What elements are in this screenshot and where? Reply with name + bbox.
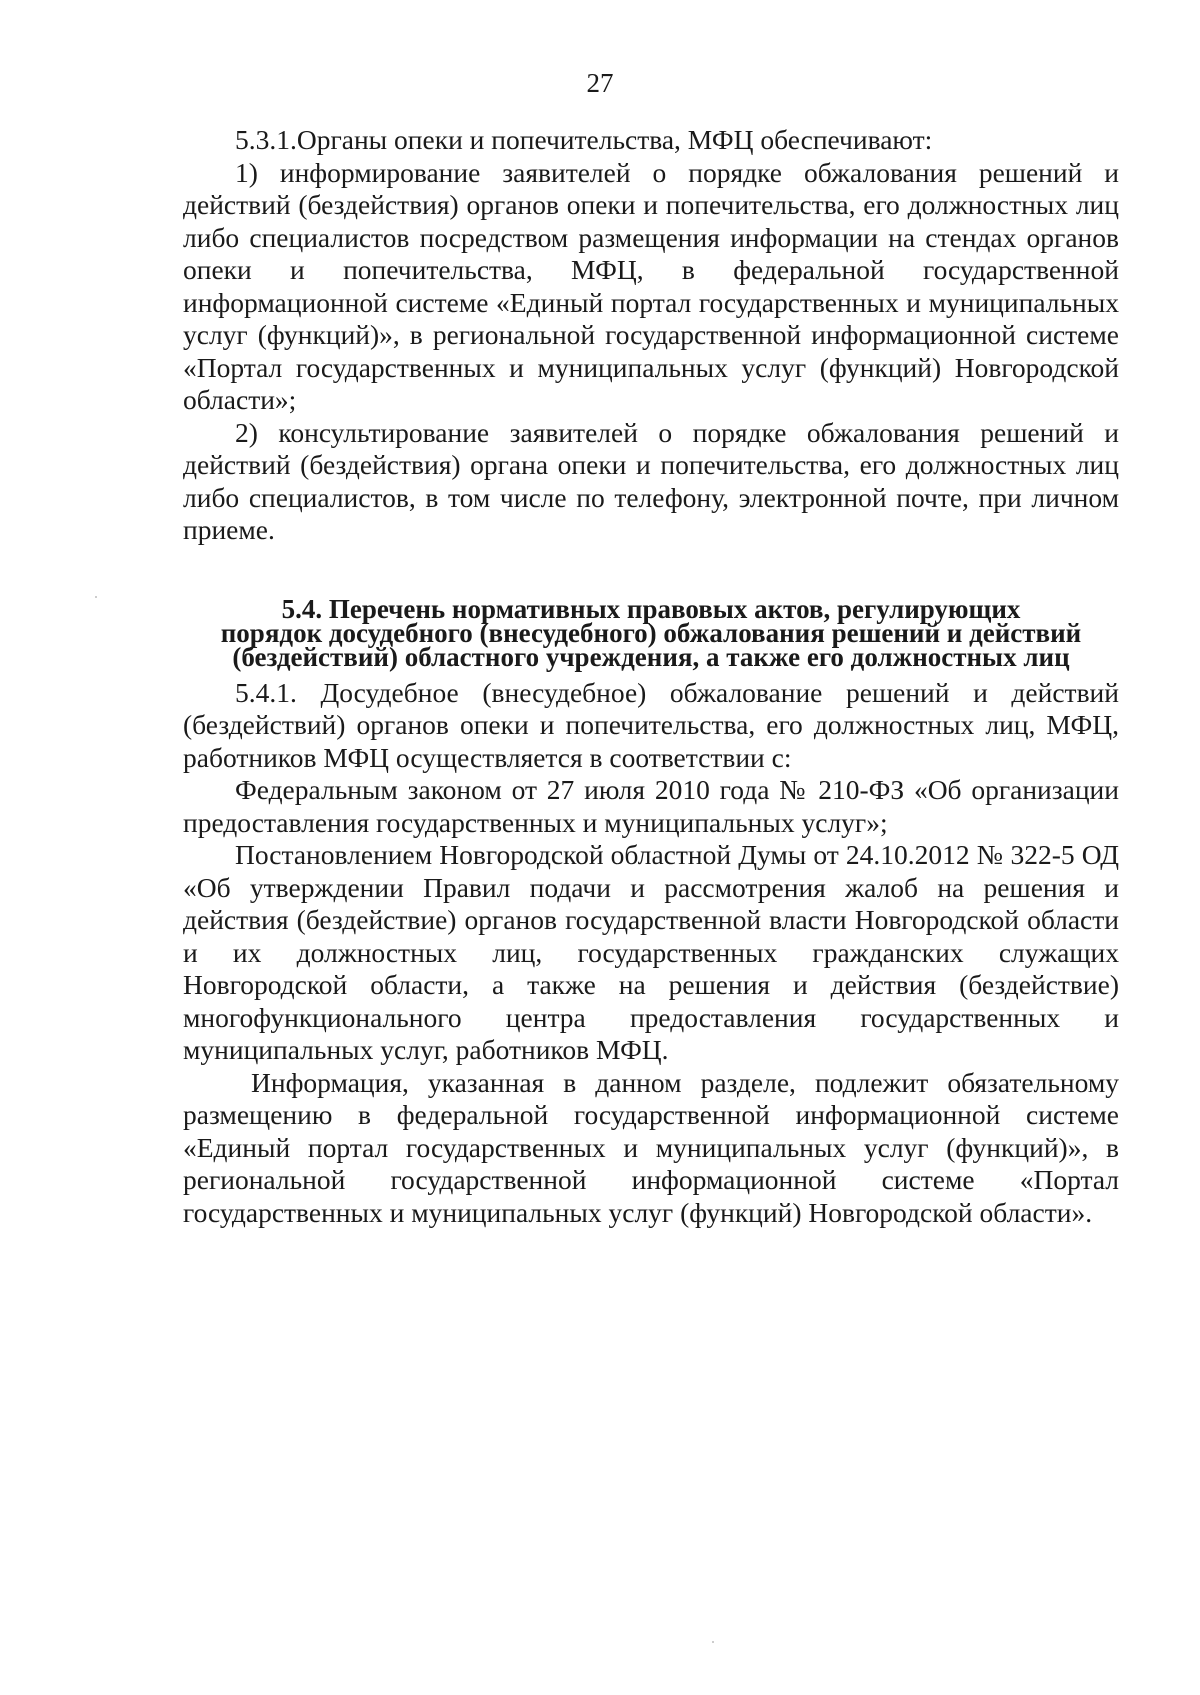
heading-line: (бездействий) областного учреждения, а также его должностных лиц bbox=[232, 641, 1070, 672]
paragraph-5-3-1: 5.3.1.Органы опеки и попечительства, МФЦ обеспечивают: bbox=[235, 124, 933, 155]
scan-speck bbox=[95, 596, 97, 598]
page-number: 27 bbox=[586, 68, 614, 98]
scan-speck bbox=[712, 1641, 714, 1643]
heading-line: 5.4. Перечень нормативных правовых актов, регулирующих bbox=[281, 593, 1021, 624]
paragraph-item-2: 2) консультирование заявителей о порядке обжалования решений и действий (бездействия) органа опеки и попечительства, его должностных лиц либо специалистов, в том числе по телефону, электронной почте, при личном приеме. bbox=[183, 416, 1119, 545]
paragraph-federal-law: Федеральным законом от 27 июля 2010 года № 210-ФЗ «Об организации предоставления государственных и муниципальных услуг»; bbox=[183, 774, 1119, 838]
paragraph-item-1: 1) информирование заявителей о порядке обжалования решений и действий (бездействия) органов опеки и попечительства, его должностных лиц либо специалистов посредством размещения информации на стендах органов опеки и попечительства, МФЦ, в федеральной государственной информационной системе «Единый портал государственных и муниципальных услуг (функций)», в региональной государственной информационной системе «Портал государственных и муниципальных услуг (функций) Новгородской области»; bbox=[183, 156, 1119, 415]
heading-line: порядок досудебного (внесудебного) обжалования решений и действий bbox=[220, 617, 1082, 648]
document-body bbox=[183, 124, 1119, 1229]
paragraph-information: Информация, указанная в данном разделе, подлежит обязательному размещению в федеральной государственной информационной системе «Единый портал государственных и муниципальных услуг (функций)», в региональной государственной информационной системе «Портал государственных и муниципальных услуг (функций) Новгородской области». bbox=[183, 1066, 1119, 1228]
paragraph-5-4-1: 5.4.1. Досудебное (внесудебное) обжалование решений и действий (бездействий) органов опеки и попечительства, его должностных лиц, МФЦ, работников МФЦ осуществляется в соответствии с: bbox=[183, 676, 1119, 773]
section-heading-5-4 bbox=[183, 593, 1119, 672]
paragraph-resolution: Постановлением Новгородской областной Думы от 24.10.2012 № 322-5 ОД «Об утверждении Правил подачи и рассмотрения жалоб на решения и действия (бездействие) органов государственной власти Новгородской области и их должностных лиц, государственных гражданских служащих Новгородской области, а также на решения и действия (бездействие) многофункционального центра предоставления государственных и муниципальных услуг, работников МФЦ. bbox=[183, 839, 1119, 1065]
